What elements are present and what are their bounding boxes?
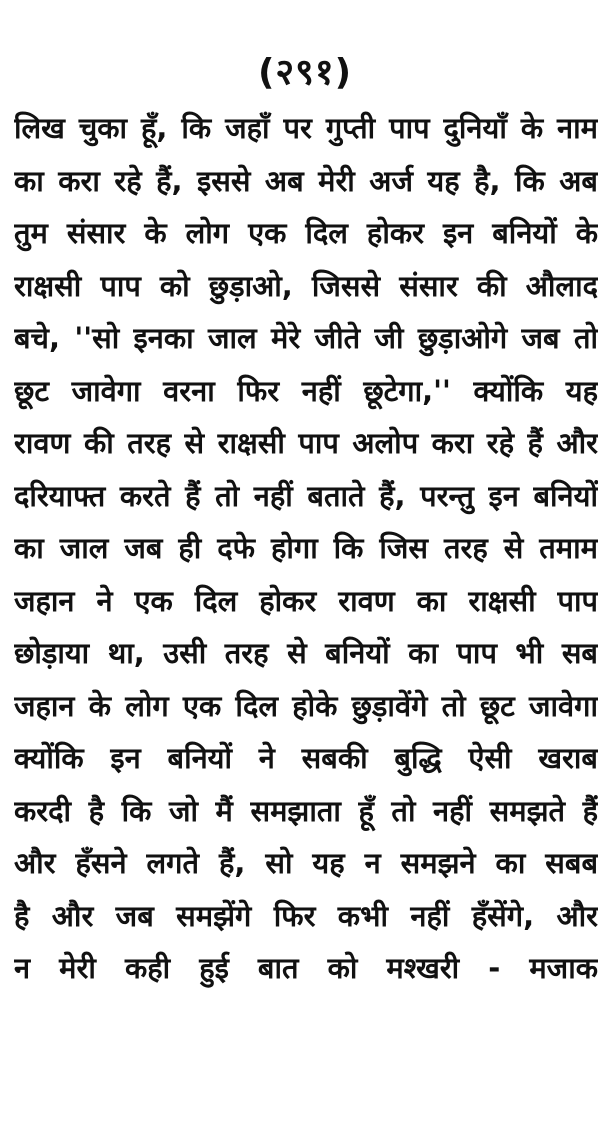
text-line-7: रावण की तरह से राक्षसी पाप अलोप करा रहे हैं और [14,426,598,460]
text-line-16: है और जब समझेंगे फिर कभी नहीं हँसेंगे, और [14,898,598,933]
page-number: (२९१) [257,52,353,93]
text-line-4: राक्षसी पाप को छुड़ाओ, जिससे संसार की औलाद [14,268,598,303]
text-line-3: तुम संसार के लोग एक दिल होकर इन बनियों के [14,216,598,250]
text-line-15: और हँसने लगते हैं, सो यह न समझने का सबब [14,846,598,880]
body-text [14,102,598,995]
text-line-10: जहान ने एक दिल होकर रावण का राक्षसी पाप [14,583,598,618]
text-line-1: लिख चुका हूँ, कि जहाँ पर गुप्ती पाप दुनियाँ के नाम [14,111,598,145]
text-line-14: करदी है कि जो मैं समझाता हूँ तो नहीं समझते हैं [14,793,598,828]
text-line-8: दरियाफ्त करते हैं तो नहीं बताते हैं, परन्तु इन बनियों [14,478,598,513]
text-line-11: छोड़ाया था, उसी तरह से बनियों का पाप भी सब [14,636,598,670]
text-line-6: छूट जावेगा वरना फिर नहीं छूटेगा,'' क्योंकि यह [14,373,598,408]
text-line-13: क्योंकि इन बनियों ने सबकी बुद्धि ऐसी खराब [14,741,598,775]
text-line-2: का करा रहे हैं, इससे अब मेरी अर्ज यह है, कि अब [14,163,598,198]
text-line-9: का जाल जब ही दफे होगा कि जिस तरह से तमाम [14,531,598,565]
text-line-12: जहान के लोग एक दिल होके छुड़ावेंगे तो छूट जावेगा [14,688,598,723]
text-line-5: बचे, ''सो इनका जाल मेरे जीते जी छुड़ाओगे जब तो [14,321,598,355]
text-line-17: न मेरी कही हुई बात को मश्खरी - मजाक [14,951,598,985]
